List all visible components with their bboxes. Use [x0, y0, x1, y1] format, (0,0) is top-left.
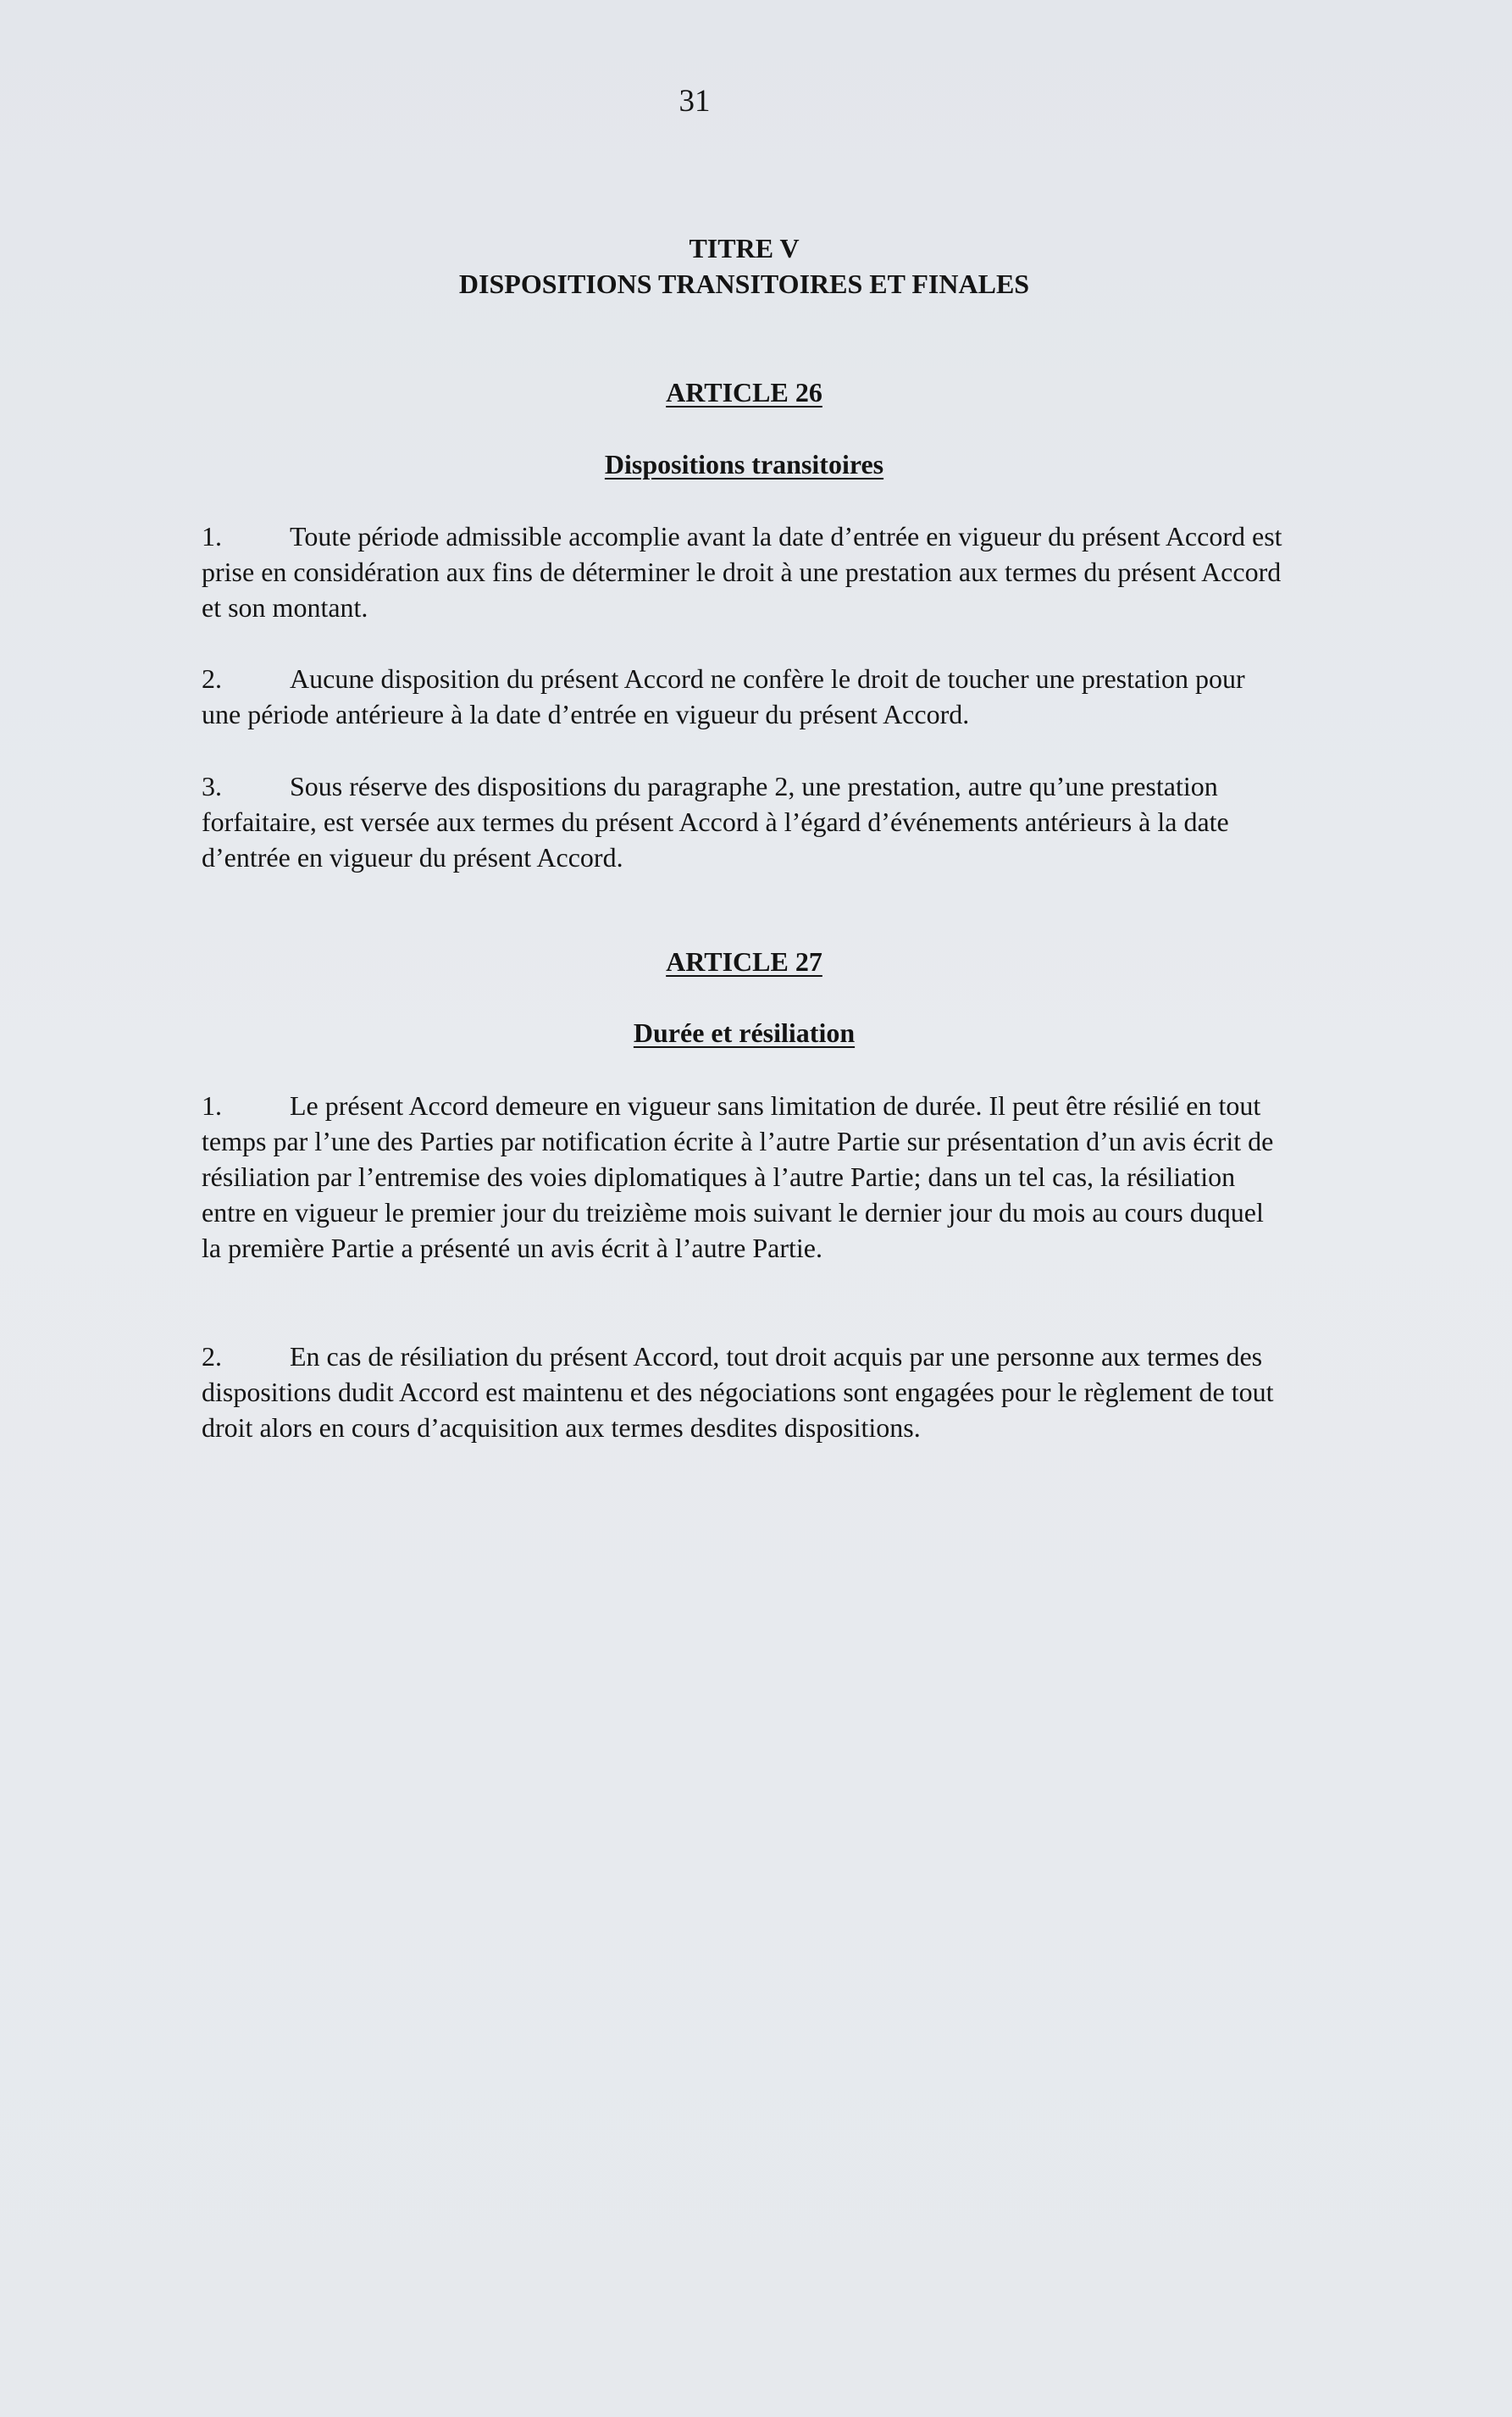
article-27-heading-text: ARTICLE 27	[666, 946, 822, 977]
article-26-paragraph-1	[202, 518, 1286, 625]
article-26-subheading	[0, 446, 1488, 482]
paragraph-text: Aucune disposition du présent Accord ne confère le droit de toucher une prestation pour une période antérieure à la date d’entrée en vigueur du présent Accord.	[202, 663, 1245, 729]
paragraph-text: Sous réserve des dispositions du paragraphe 2, une prestation, autre qu’une prestation forfaitaire, est versée aux termes du présent Accord à l’égard d’événements antérieurs à la date d’entrée en vigueur du présent Accord.	[202, 771, 1229, 873]
article-27-heading	[0, 944, 1488, 979]
article-26-paragraph-2	[202, 661, 1286, 732]
article-27-paragraph-2	[202, 1339, 1286, 1445]
paragraph-number: 2.	[202, 663, 222, 694]
title-block	[0, 230, 1488, 302]
paragraph-number: 2.	[202, 1341, 222, 1372]
paragraph-number: 1.	[202, 1090, 222, 1121]
article-26-heading	[0, 374, 1488, 410]
page-number: 31	[678, 84, 711, 119]
paragraph-number: 1.	[202, 521, 222, 552]
paragraph-text: Le présent Accord demeure en vigueur sans limitation de durée. Il peut être résilié en tout temps par l’une des Parties par notification écrite à l’autre Partie sur présentation d’un avis écrit de résiliation par l’entremise des voies diplomatiques à l’autre Partie; dans un tel cas, la résiliation entre en vigueur le premier jour du treizième mois suivant le dernier jour du mois au cours duquel la première Partie a présenté un avis écrit à l’autre Partie.	[202, 1090, 1274, 1263]
paragraph-text: Toute période admissible accomplie avant la date d’entrée en vigueur du présent Accord est prise en considération aux fins de déterminer le droit à une prestation aux termes du présent Accord et son montant.	[202, 521, 1282, 623]
title-line-1: TITRE V	[689, 233, 800, 263]
article-26-heading-text: ARTICLE 26	[666, 377, 822, 407]
article-26-paragraph-3	[202, 768, 1286, 875]
article-27-paragraph-1	[202, 1088, 1286, 1266]
paragraph-text: En cas de résiliation du présent Accord, tout droit acquis par une personne aux termes des dispositions dudit Accord est maintenu et des négociations sont engagées pour le règlement de tout droit alors en cours d’acquisition aux termes desdites dispositions.	[202, 1341, 1274, 1443]
article-27-subheading	[0, 1015, 1488, 1051]
title-line-2: DISPOSITIONS TRANSITOIRES ET FINALES	[458, 269, 1030, 299]
article-27-subheading-text: Durée et résiliation	[633, 1017, 856, 1048]
article-26-subheading-text: Dispositions transitoires	[604, 449, 884, 480]
paragraph-number: 3.	[202, 771, 222, 801]
